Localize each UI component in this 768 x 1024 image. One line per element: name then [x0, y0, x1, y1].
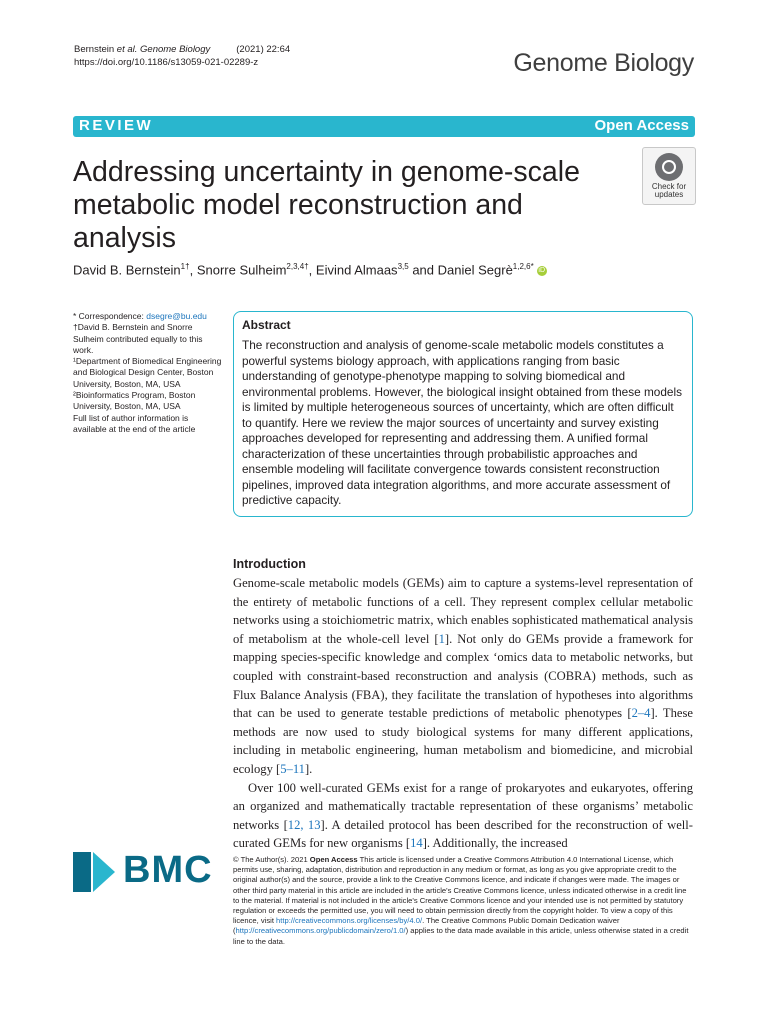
abstract-text: The reconstruction and analysis of genome-scale metabolic models constitutes a powerful systems biology approach, with applications ranging from basic understanding of genotype-phenotype mapping to solving biomedical and environmental problems. However, the biological insight obtained from these models is limited by multiple heterogeneous sources of uncertainty, which are often difficult to quantify. Here we review the major sources of uncertainty and survey existing approaches developed for representing and addressing them. A unified formal characterization of these uncertainties through probabilistic approaches and ensemble modeling will facilitate convergence towards consistent reconstruction pipelines, improved data integration algorithms, and more accurate assessment of predictive capacity.	[242, 338, 682, 507]
crossmark-icon	[655, 153, 683, 181]
license-url[interactable]: http://creativecommons.org/licenses/by/4.0/	[276, 916, 423, 926]
article-title: Addressing uncertainty in genome-scale metabolic model reconstruction and analysis	[73, 156, 580, 254]
check-line1: Check for	[651, 182, 687, 191]
doi-link[interactable]: https://doi.org/10.1186/s13059-021-02289-z	[74, 57, 259, 68]
check-line2: updates	[654, 190, 684, 199]
reference-link[interactable]: 14	[410, 836, 423, 851]
affiliation-2: ²Bioinformatics Program, Boston University, Boston, MA, USA	[73, 390, 196, 412]
license-text: © The Author(s). 2021 Open Access This article is licensed under a Creative Commons Attribution 4.0 International License, which permits use, sharing, adaptation, distribution and reproduction in any medium or format, as long as you give appropriate credit to the original author(s) and the source, provide a link to the Creative Commons licence, and indicate if changes were made. The images or other third party material in this article are included in the article's Creative Commons licence, unless indicated otherwise in a credit line to the material. If material is not included in the article's Creative Commons licence and your intended use is not permitted by statutory regulation or exceeds the permitted use, you will need to obtain permission directly from the copyright holder. To view a copy of this licence, visit http://creativecommons.org/licenses/by/4.0/. The Creative Commons Public Domain Dedication waiver (http://creativecommons.org/publicdomain/zero/1.0/) applies to the data made available in this article, unless otherwise stated in a credit line to the data.	[233, 855, 689, 946]
abstract-heading: Abstract	[242, 318, 291, 332]
equal-contribution-note: †David B. Bernstein and Snorre Sulheim contributed equally to this work.	[73, 322, 203, 355]
introduction-body	[233, 574, 693, 853]
author-name[interactable]: Daniel Segrè	[437, 262, 513, 278]
citation-year: (2021) 22:64	[236, 44, 291, 55]
author-name[interactable]: Snorre Sulheim	[196, 262, 287, 278]
bmc-logo-icon	[73, 852, 115, 892]
open-access-label[interactable]: Open Access	[594, 117, 689, 134]
author-name[interactable]: Eivind Almaas	[315, 262, 398, 278]
correspondence-email[interactable]: dsegre@bu.edu	[146, 311, 207, 321]
orcid-icon[interactable]: iD	[538, 266, 546, 274]
introduction-heading: Introduction	[233, 557, 306, 571]
check-for-updates-badge[interactable]	[642, 147, 696, 205]
reference-link[interactable]: 5–11	[280, 761, 305, 776]
bmc-logo	[73, 849, 215, 892]
author-name[interactable]: David B. Bernstein	[73, 262, 181, 278]
journal-name: Genome Biology	[513, 49, 694, 77]
author-list: David B. Bernstein$^{1\dagger}$, Snorre Sulheim$^{2,3,4\dagger}$, Eivind Almaas$^{3,5}$ and Daniel Segrè$^{1,2,6*}$ iD	[73, 262, 546, 278]
reference-link[interactable]: 12, 13	[287, 817, 321, 832]
bmc-logo-text: BMC	[123, 849, 213, 891]
citation-etal: et al. Genome Biology	[116, 44, 211, 55]
citation-author: Bernstein	[74, 44, 115, 55]
reference-link[interactable]: 1	[438, 631, 445, 646]
author-info-sidebar: * Correspondence: dsegre@bu.edu †David B. Bernstein and Snorre Sulheim contributed equally to this work. ¹Department of Biomedical Engineering and Biological Design Center, Boston University, Boston, MA, USA ²Bioinformatics Program, Boston University, Boston, MA, USA Full list of author information is available at the end of the article	[73, 311, 222, 434]
abstract-box	[233, 311, 693, 517]
intro-paragraph-2: Over 100 well-curated GEMs exist for a range of prokaryotes and eukaryotes, offering an organized and mathematically tractable representation of these organisms’ metabolic networks [12, 13]. A detailed protocol has been described for the reconstruction of well-curated GEMs for new organisms [14]. Additionally, the increased	[233, 780, 693, 851]
article-type-banner	[73, 116, 695, 137]
full-list-note: Full list of author information is available at the end of the article	[73, 412, 196, 434]
article-type: REVIEW	[79, 117, 154, 134]
intro-paragraph-1: Genome-scale metabolic models (GEMs) aim to capture a systems-level representation of the entirety of metabolic functions of a cell. They represent complex cellular metabolic networks using a stoichiometric matrix, which enables sophisticated mathematical analysis of metabolism at the whole-cell level [1]. Not only do GEMs provide a framework for mapping species-specific knowledge and complex ‘omics data to metabolic networks, but coupled with constraint-based reconstruction and analysis (COBRA) methods, such as Flux Balance Analysis (FBA), they facilitate the translation of hypotheses into algorithms that can be used to generate testable predictions of metabolic phenotypes [2–4]. These methods are now used to study biological systems for many different applications, including in metabolic engineering, human metabolism and biomedicine, and microbial ecology [5–11].	[233, 576, 694, 776]
citation-header	[74, 43, 290, 69]
public-domain-url[interactable]: http://creativecommons.org/publicdomain/zero/1.0/	[235, 926, 406, 936]
affiliation-1: ¹Department of Biomedical Engineering and Biological Design Center, Boston University, Boston, MA, USA	[73, 356, 222, 389]
reference-link[interactable]: 2–4	[631, 706, 651, 721]
